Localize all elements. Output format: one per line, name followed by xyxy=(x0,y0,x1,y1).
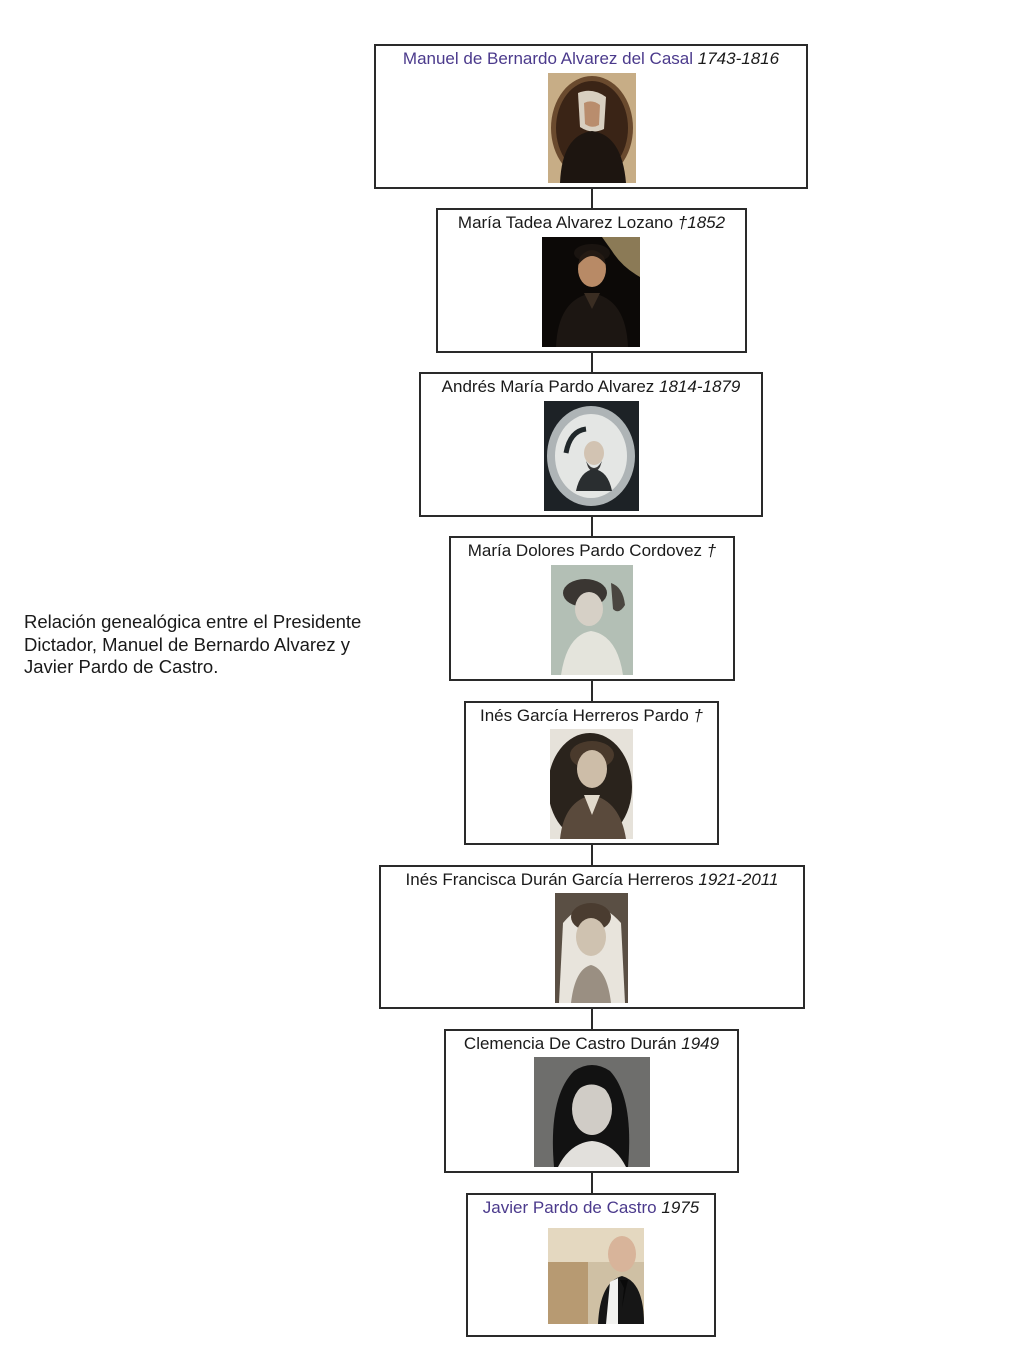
person-years: † xyxy=(693,706,703,725)
portrait-photo xyxy=(544,401,639,511)
person-label xyxy=(438,213,745,233)
person-node-javier xyxy=(466,1193,716,1337)
person-name: María Tadea Alvarez Lozano xyxy=(457,213,674,232)
portrait-photo xyxy=(542,237,640,347)
person-name: Andrés María Pardo Alvarez xyxy=(441,377,655,396)
person-node-maria-tadea xyxy=(436,208,747,353)
person-name: Javier Pardo de Castro xyxy=(482,1198,657,1217)
person-years: 1949 xyxy=(681,1034,720,1053)
person-label xyxy=(376,49,806,69)
portrait-photo xyxy=(534,1057,650,1167)
person-label xyxy=(468,1198,714,1218)
person-label xyxy=(421,377,761,397)
caption-line: Dictador, Manuel de Bernardo Alvarez y xyxy=(24,633,350,655)
caption-line: Relación genealógica entre el Presidente xyxy=(24,611,362,632)
lineage-connector xyxy=(591,844,593,865)
person-label xyxy=(381,870,803,890)
person-label xyxy=(446,1034,737,1054)
lineage-connector xyxy=(591,1008,593,1029)
person-label xyxy=(466,706,717,726)
lineage-connector xyxy=(591,1172,593,1193)
lineage-connector xyxy=(591,680,593,701)
person-name: Clemencia De Castro Durán xyxy=(463,1034,677,1053)
lineage-connector xyxy=(591,516,593,536)
person-label xyxy=(451,541,733,561)
person-node-ines-francisca xyxy=(379,865,805,1009)
portrait-photo xyxy=(550,729,633,839)
portrait-photo xyxy=(551,565,633,675)
diagram-caption xyxy=(24,611,424,679)
portrait-photo xyxy=(548,1228,644,1324)
lineage-connector xyxy=(591,188,593,208)
person-node-maria-dolores xyxy=(449,536,735,681)
person-name: Inés Francisca Durán García Herreros xyxy=(405,870,694,889)
person-name: Manuel de Bernardo Alvarez del Casal xyxy=(402,49,694,68)
caption-line: Javier Pardo de Castro. xyxy=(24,656,219,677)
person-years: †1852 xyxy=(677,213,726,232)
person-years: 1814-1879 xyxy=(659,377,741,396)
person-node-clemencia xyxy=(444,1029,739,1173)
person-years: 1921-2011 xyxy=(698,870,779,889)
person-years: 1743-1816 xyxy=(697,49,780,68)
person-name: María Dolores Pardo Cordovez xyxy=(467,541,703,560)
person-years: 1975 xyxy=(661,1198,700,1217)
person-name: Inés García Herreros Pardo xyxy=(479,706,689,725)
person-node-andres-maria xyxy=(419,372,763,517)
portrait-photo xyxy=(548,73,636,183)
person-years: † xyxy=(706,541,717,560)
lineage-connector xyxy=(591,352,593,372)
person-node-ines-garcia xyxy=(464,701,719,845)
person-node-manuel xyxy=(374,44,808,189)
portrait-photo xyxy=(555,893,628,1003)
